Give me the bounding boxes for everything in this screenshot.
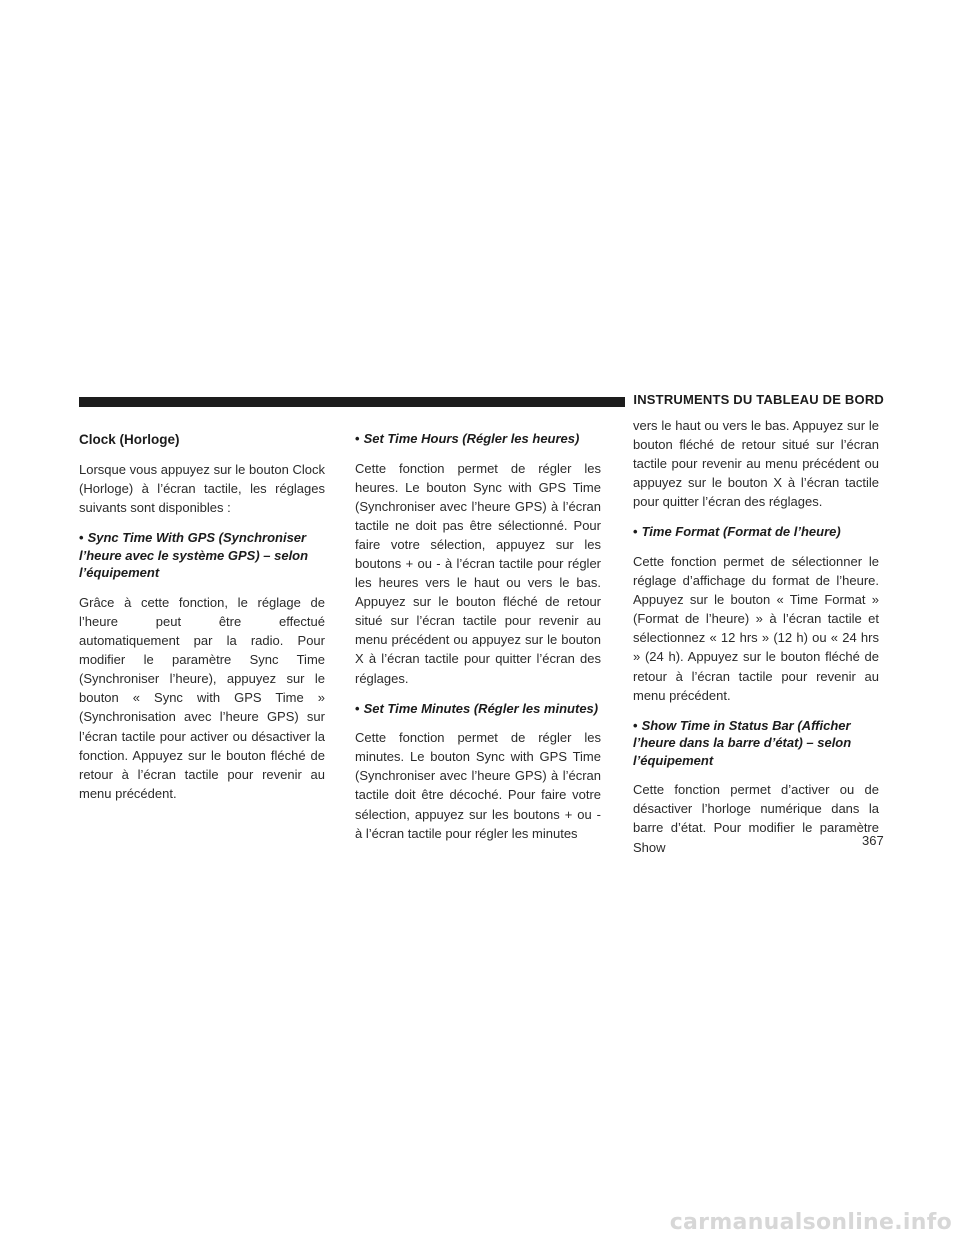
watermark-logo: carmanualsonline.info [669, 1210, 952, 1235]
bullet-heading-text: Set Time Hours (Régler les heures) [363, 431, 580, 446]
bullet-dot-icon: • [633, 717, 638, 733]
bullet-heading-sync-time [79, 529, 325, 582]
bullet-heading-text: Sync Time With GPS (Synchroniser l’heure avec le système GPS) – selon l’équipement [79, 530, 309, 581]
bullet-dot-icon: • [355, 431, 360, 446]
bullet-dot-icon: • [633, 524, 638, 540]
bullet-dot-icon: • [79, 530, 84, 546]
column-2 [355, 430, 601, 855]
bullet-heading-text: Time Format (Format de l’heure) [641, 524, 841, 540]
set-minutes-paragraph: Cette fonction permet de régler les minutes. Le bouton Sync with GPS Time (Synchroniser avec l’heure GPS) à l’écran tactile doit être décoché. Pour faire votre sélection, appuyez sur les boutons + ou - à l’écran tactile pour régler les minutes [355, 730, 601, 841]
section-title-clock: Clock (Horloge) [79, 432, 180, 447]
bullet-heading-time-format [633, 523, 879, 541]
column-3 [633, 416, 879, 869]
bullet-heading-text: Set Time Minutes (Régler les minutes) [363, 700, 599, 716]
header-rule [79, 397, 625, 407]
clock-intro-paragraph: Lorsque vous appuyez sur le bouton Clock (Horloge) à l’écran tactile, les réglages suivants sont disponibles : [79, 462, 325, 516]
bullet-heading-set-hours [355, 430, 601, 448]
chapter-title: INSTRUMENTS DU TABLEAU DE BORD [633, 392, 884, 407]
column-1 [79, 430, 325, 815]
time-format-paragraph: Cette fonction permet de sélectionner le réglage d’affichage du format de l’heure. Appuyez sur le bouton « Time Format » (Format de l’heure) » à l’écran tactile et sélectionnez « 12 hrs » (12 h) ou « 24 hrs » (24 h). Appuyez sur le bouton fléché de retour à l’écran tactile pour revenir au menu précédent. [633, 553, 879, 703]
status-bar-paragraph: Cette fonction permet d’activer ou de désactiver l’horloge numérique dans la barre d’état. Pour modifier le paramètre Show [633, 782, 879, 855]
set-minutes-continued-paragraph: vers le haut ou vers le bas. Appuyez sur le bouton fléché de retour situé sur l’écran tactile pour revenir au menu précédent ou appuyez sur le bouton X à l’écran tactile pour quitter l’écran des réglages. [633, 418, 879, 510]
bullet-heading-text: Show Time in Status Bar (Afficher l’heure dans la barre d’état) – selon l’équipement [633, 717, 852, 768]
sync-time-paragraph: Grâce à cette fonction, le réglage de l’heure peut être effectué automatiquement par la radio. Pour modifier le paramètre Sync Time (Synchroniser l’heure), appuyez sur le bouton « Sync with GPS Time » (Synchronisation avec l’heure GPS) sur l’écran tactile pour activer ou désactiver la fonction. Appuyez sur le bouton fléché de retour à l’écran tactile pour revenir au menu précédent. [79, 594, 325, 801]
bullet-heading-status-bar [633, 717, 879, 770]
page-number: 367 [862, 833, 884, 848]
set-hours-paragraph: Cette fonction permet de régler les heures. Le bouton Sync with GPS Time (Synchroniser avec l’heure GPS) à l’écran tactile ne doit pas être sélectionné. Pour faire votre sélection, appuyez sur les boutons + ou - à l’écran tactile pour régler les heures vers le haut ou vers le bas. Appuyez sur le bouton fléché de retour situé sur l’écran tactile pour revenir au menu précédent ou appuyez sur le bouton X à l’écran tactile pour quitter l’écran des réglages. [355, 460, 601, 686]
bullet-dot-icon: • [355, 700, 360, 716]
bullet-heading-set-minutes [355, 700, 601, 718]
